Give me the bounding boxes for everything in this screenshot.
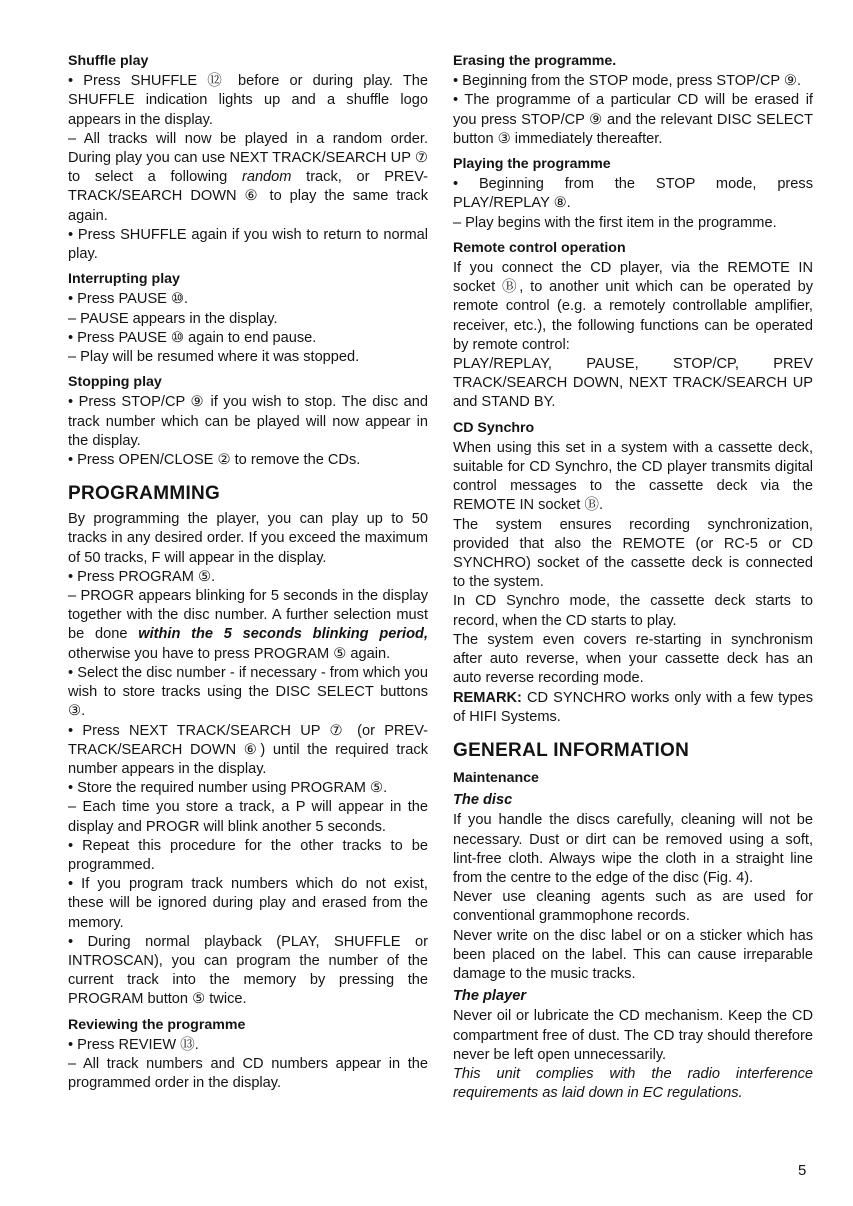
text-run: • Press OPEN/CLOSE ② to remove the CDs. bbox=[68, 452, 361, 469]
text-run: CD SYNCHRO works only with a few types of HIFI Systems. bbox=[453, 689, 813, 725]
text-run: • Beginning from the STOP mode, press PLAY/REPLAY ⑧. bbox=[453, 176, 813, 212]
paragraph bbox=[453, 72, 813, 91]
paragraph bbox=[68, 664, 428, 722]
paragraph bbox=[68, 393, 428, 451]
paragraph bbox=[68, 779, 428, 798]
text-run: Never write on the disc label or on a sticker which has been placed on the label. This can cause irreparable damage to the music tracks. bbox=[453, 927, 813, 982]
text-run: • Select the disc number - if necessary - from which you wish to store tracks using the DISC SELECT buttons ③. bbox=[68, 664, 428, 720]
text-run: • Repeat this procedure for the other tracks to be programmed. bbox=[68, 837, 428, 873]
text-run: • Press PROGRAM ⑤. bbox=[68, 568, 216, 585]
text-run: within the 5 seconds blinking period, bbox=[138, 626, 428, 643]
paragraph bbox=[453, 259, 813, 355]
text-run: random bbox=[241, 169, 292, 186]
paragraph bbox=[68, 722, 428, 780]
paragraph bbox=[453, 927, 813, 985]
text-run: – Play will be resumed where it was stopped. bbox=[68, 349, 360, 366]
paragraph bbox=[68, 348, 428, 367]
paragraph bbox=[453, 91, 813, 149]
text-run: – Each time you store a track, a P will appear in the display and PROGR will blink another 5 seconds. bbox=[68, 799, 428, 835]
paragraph bbox=[68, 329, 428, 348]
text-run: When using this set in a system with a cassette deck, suitable for CD Synchro, the CD player transmits digital control messages to the cassette deck via the REMOTE IN socket Ⓑ. bbox=[453, 439, 813, 514]
paragraph bbox=[453, 175, 813, 213]
text-run: otherwise you have to press PROGRAM ⑤ again. bbox=[68, 645, 391, 662]
subsection-heading: The disc bbox=[453, 792, 513, 809]
right-column bbox=[453, 52, 813, 1103]
paragraph bbox=[68, 798, 428, 836]
text-run: In CD Synchro mode, the cassette deck starts to record, when the CD starts to play. bbox=[453, 593, 813, 629]
text-run: Never oil or lubricate the CD mechanism. Keep the CD compartment free of dust. The CD tray should therefore never be left open unnecessarily. bbox=[453, 1008, 813, 1063]
section-heading: Reviewing the programme bbox=[68, 1016, 246, 1033]
text-run: • Press STOP/CP ⑨ if you wish to stop. The disc and track number which can be played will now appear in the display. bbox=[68, 394, 428, 449]
chapter-heading: PROGRAMMING bbox=[68, 483, 221, 505]
text-run: – All track numbers and CD numbers appear in the programmed order in the display. bbox=[68, 1055, 428, 1092]
text-run: This unit complies with the radio interference requirements as laid down in EC regulations. bbox=[453, 1065, 813, 1102]
paragraph bbox=[453, 214, 813, 233]
section-heading: Stopping play bbox=[68, 374, 162, 391]
paragraph bbox=[453, 631, 813, 689]
text-run: By programming the player, you can play up to 50 tracks in any desired order. If you exceed the maximum of 50 tracks, F will appear in the display. bbox=[68, 511, 428, 566]
paragraph bbox=[453, 592, 813, 630]
text-run: • During normal playback (PLAY, SHUFFLE or INTROSCAN), you can program the number of the current track into the memory by pressing the PROGRAM button ⑤ twice. bbox=[68, 933, 428, 1008]
text-run: • Press PAUSE ⑩. bbox=[68, 291, 189, 308]
paragraph bbox=[453, 439, 813, 516]
text-run: • Store the required number using PROGRAM ⑤. bbox=[68, 780, 388, 797]
text-run: • The programme of a particular CD will be erased if you press STOP/CP ⑨ and the relevant DISC SELECT button ③ immediately thereafter. bbox=[453, 92, 813, 147]
paragraph bbox=[68, 72, 428, 130]
paragraph bbox=[68, 310, 428, 329]
left-column bbox=[68, 52, 428, 1093]
paragraph bbox=[68, 875, 428, 933]
text-run: REMARK: bbox=[453, 689, 522, 706]
text-run: • If you program track numbers which do not exist, these will be ignored during play and erased from the memory. bbox=[68, 876, 428, 931]
paragraph bbox=[68, 510, 428, 568]
subsection-heading: The player bbox=[453, 988, 526, 1005]
paragraph bbox=[68, 226, 428, 264]
paragraph bbox=[68, 290, 428, 309]
text-run: Never use cleaning agents such as are used for conventional grammophone records. bbox=[453, 889, 813, 925]
section-heading: Maintenance bbox=[453, 769, 539, 786]
chapter-heading: GENERAL INFORMATION bbox=[453, 739, 690, 761]
text-run: • Press SHUFFLE ⑫ before or during play. The SHUFFLE indication lights up and a shuffle logo appears in the display. bbox=[68, 73, 428, 128]
section-heading: Remote control operation bbox=[453, 239, 626, 256]
text-run: PLAY/REPLAY, PAUSE, STOP/CP, PREV TRACK/SEARCH DOWN, NEXT TRACK/SEARCH UP and STAND BY. bbox=[453, 356, 813, 411]
section-heading: Playing the programme bbox=[453, 156, 611, 173]
paragraph bbox=[68, 130, 428, 226]
paragraph bbox=[453, 811, 813, 888]
page-number: 5 bbox=[798, 1162, 807, 1179]
paragraph bbox=[453, 355, 813, 413]
text-run: If you handle the discs carefully, cleaning will not be necessary. Dust or dirt can be removed using a soft, lint-free cloth. Always wipe the cloth in a straight line from the centre to the edge of the disc (Fig. 4). bbox=[453, 812, 813, 886]
paragraph bbox=[453, 888, 813, 926]
section-heading: Interrupting play bbox=[68, 271, 180, 288]
section-heading: Shuffle play bbox=[68, 53, 149, 69]
paragraph bbox=[453, 689, 813, 727]
paragraph bbox=[453, 1007, 813, 1065]
text-run: – All tracks will now be played in a random order. During play you can use NEXT TRACK/SEARCH UP ⑦ to select a following bbox=[68, 130, 428, 186]
paragraph bbox=[68, 837, 428, 875]
section-heading: CD Synchro bbox=[453, 419, 535, 436]
paragraph bbox=[453, 516, 813, 593]
paragraph bbox=[453, 1065, 813, 1103]
paragraph bbox=[68, 1055, 428, 1093]
text-run: • Press SHUFFLE again if you wish to return to normal play. bbox=[68, 226, 428, 263]
paragraph bbox=[68, 568, 428, 587]
text-run: If you connect the CD player, via the REMOTE IN socket Ⓑ, to another unit which can be operated by remote control (e.g. a remotely controllable amplifier, receiver, etc.), the following functions can be operated by remote control: bbox=[453, 260, 813, 353]
paragraph bbox=[68, 1036, 428, 1055]
text-run: The system even covers re-starting in synchronism after auto reverse, when your cassette deck has an auto reverse recording mode. bbox=[453, 631, 813, 687]
text-run: – Play begins with the first item in the programme. bbox=[453, 214, 777, 231]
text-run: • Beginning from the STOP mode, press STOP/CP ⑨. bbox=[453, 73, 802, 90]
section-heading: Erasing the programme. bbox=[453, 53, 617, 69]
text-run: The system ensures recording synchronization, provided that also the REMOTE (or RC-5 or CD SYNCHRO) socket of the cassette deck is connected to the system. bbox=[453, 516, 813, 591]
text-run: – PAUSE appears in the display. bbox=[68, 310, 278, 327]
paragraph bbox=[68, 933, 428, 1010]
paragraph bbox=[68, 451, 428, 470]
text-run: • Press NEXT TRACK/SEARCH UP ⑦ (or PREV-TRACK/SEARCH DOWN ⑥) until the required track number appears in the display. bbox=[68, 722, 428, 777]
text-run: • Press REVIEW ⑬. bbox=[68, 1036, 199, 1053]
text-run: – PROGR appears blinking for 5 seconds in the display together with the disc number. A further selection must be done bbox=[68, 588, 428, 643]
text-run: • Press PAUSE ⑩ again to end pause. bbox=[68, 329, 317, 346]
text-run: track, or PREV-TRACK/SEARCH DOWN ⑥ to play the same track again. bbox=[68, 169, 428, 224]
paragraph bbox=[68, 587, 428, 664]
